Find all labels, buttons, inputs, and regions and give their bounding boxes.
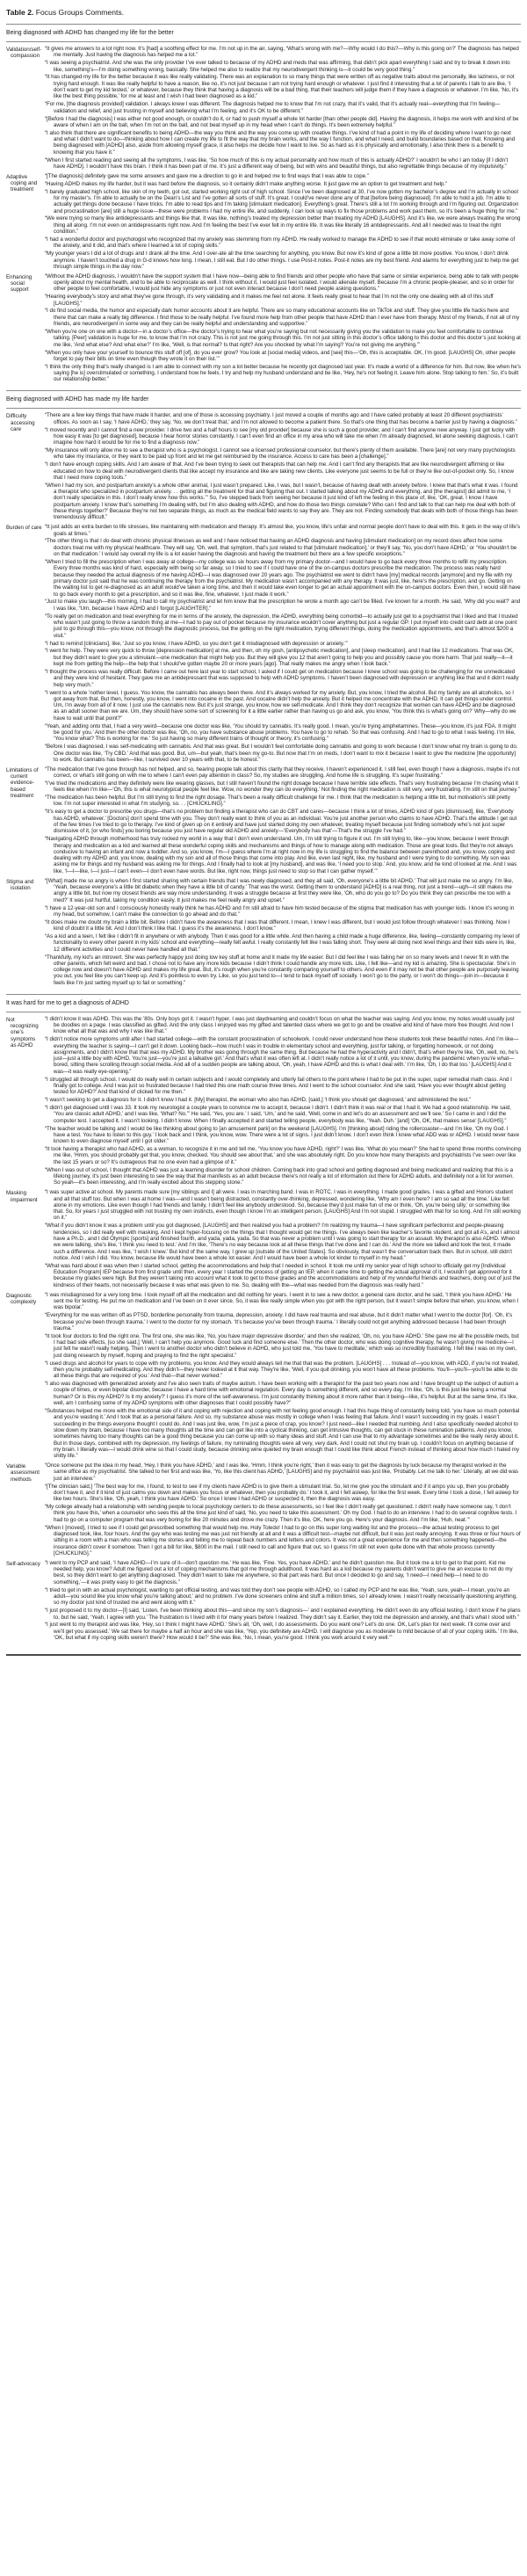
quote: “What if you didn’t know it was a problem until you got diagnosed, [LAUGHS] and then realized you had a problem? I’m realizing my trauma—I have significant perfectionist and people-pleasing tendencies, so I did really well with masking. And I kept hyper-focusing on the things that I thought would get me things. I’ve always been like teacher’s favorite student, and got all A’s, and I almost have a Ph.D., and I did Olympic [sports] and finished fourth, and yada, yada, yada. So that was never a problem until I was going to start therapy for an assault. My therapist is also ADHD. When we were talking, she’s like, ‘I think you need to test.’ And I’m like, ‘There’s no way because look at all these things that I’ve done and I can do.’ And the more we talked and took the test, it made such a difference. And I was like, ‘I wish I knew.’ But kind of the same way, I grew up [outside of the United States]. So obviously, that wasn’t the conversation back then. But in school, still didn’t notice. And I wish I did. You know, because life would have been a whole lot easier. And I would have been a whole lot kinder to myself in my head.” <box>45 1223 520 1261</box>
theme-label <box>6 1189 45 1203</box>
quote: “My college already had a relationship with sending people to local psychology centers to do these assessments, so I feel like I didn’t really get questioned. I didn’t really have someone say, ‘I don’t think you have this,’ when a counselor who sees this all the time just kind of said, ‘No, you need to take this assessment.’ Oh my God. I had to do an interview. I had to do several cognitive tests. I had to go on a computer program that was very boring for like 20 minutes and drove me crazy. Then it’s like, OK, here you go. Here’s your diagnosis. And I’m like, ‘Huh, neat.’” <box>45 1504 517 1523</box>
quote-list <box>45 1462 521 1558</box>
quote: “It does make me doubt my brain a little bit. Before I didn’t have the awareness that I was that different. I mean, I knew I was different, but I would just follow through whatever I was thinking. Now I kind of doubt it a little bit. And I don’t think I like that. I guess it’s the awareness. I don’t know.” <box>45 918 510 932</box>
theme-label <box>6 173 45 193</box>
quote: “It just adds an extra burden to life stresses, like maintaining with medication and therapy. It’s almost like, you know, life’s unfair and normal people don’t have to deal with this. It gets in the way of life’s goals at times.” <box>45 524 521 537</box>
quote: “I don’t have enough coping skills. And I am aware of that. And I’ve been trying to seek out therapists that can help me. And I can’t find any therapists that are like neurodivergent affirming or like educated on how to deal with neurodivergent clients that like accept my insurance and like are taking new clients. Like everyone just seems to be full or they’re like out-of-pocket only. So, I know that I need more coping tools.” <box>45 461 514 481</box>
quote-list <box>45 766 521 876</box>
quote-list <box>45 878 521 988</box>
quote: “Yeah, and adding onto that, I had a very weird—because one doctor was like, ‘You should try cannabis. It’s really good. I mean, you’re trying amphetamines. These—you know, it’s just FDA. It might be good for you.’ And then the other doctor was like, ‘Oh, no, you have substance abuse problems. You have to go to rehab.’ So that was confusing. And I had to go to what I was feeling. I’m like, ‘You know what? This is working for me.’ So just having so many different trains of thought or theory, it’s confusing.” <box>45 722 516 743</box>
quote: “When you only have your yourself to bounce this stuff off [of], do you ever grow? You look at [social media] videos, and [see] this—‘Oh, this is acceptable. OK, I’m good. [LAUGHS] Oh, other people forget to pay their bills on time even though they wrote it on their list.’” <box>45 349 516 362</box>
quote: “Having ADHD makes my life harder, but it was hard before the diagnosis, so it certainly didn’t make anything worse. It just gave me an option to get treatment and help.” <box>45 180 448 187</box>
quote: “I didn’t notice more symptoms until after I had started college—with the constant procrastination of schoolwork. I could never understand how these students took these beautiful notes. And I’m like—everything the teacher is saying—I can’t get it down. Looking back—how much I was in trouble in elementary school and everything, just for talking, or forgetting homework, or not doing assignments, and I didn’t know that that was my ADHD. My brother was going through the same thing. But because he had the hyperactivity and I didn’t, that’s when they’re like, ‘Oh, well, no, he’s just—just a little boy with ADHD. You’re just—you’re just a talkative girl.’ And that’s what it was often left at. I didn’t really notice a lot of it until, you know, during the pandemic when you’re what—bored, sitting there scrolling through social media. And all of a sudden people are talking about, ‘Oh, yeah, I have ADHD and this is what I deal with.’ I’m like, ‘Oh, I do that too.’ [LAUGHS] And it was—it was really eye-opening.” <box>45 1036 519 1075</box>
theme-label-text: Limitations of current evidence-based treatment <box>6 766 39 799</box>
quote: “When you’re one on one with a doctor—in a doctor’s office—the doctor’s trying to hear what you’re saying but not necessarily giving you the validation to make you feel comfortable to continue talking. [Peer] validation is huge for me, to know that I’m not crazy. This is not just me going through this. I’m not just sitting in this doctor’s office talking to this doctor and this doctor’s just looking at me like, ‘And what else? And what else?’ I’m like, ‘Well, is that normal? Is that right? Are you shocked by what I’m saying? You’re not giving me anything.’” <box>45 329 521 348</box>
quote: “I have a 12-year-old son and I consciously honestly really think he has ADHD and I’m still afraid to have him tested because of the stigma that medication has with younger kids. I know it’s wrong in my head, but somehow, I can’t make the connection to go ahead and do that.” <box>45 904 515 918</box>
theme-label-text: Stigma and isolation <box>6 878 34 891</box>
section-body <box>6 409 521 993</box>
theme-label-text: Self-advocacy <box>6 1560 40 1567</box>
theme-label-text: Not recognizing one’s symptoms as ADHD <box>6 1016 39 1049</box>
quote: “[What] made me so angry is when I first started sharing with certain friends that I was newly diagnosed, and they all said, ‘Oh, everyone’s a little bit ADHD.’ That will just make me so angry. I’m like, ‘Yeah, because everyone’s a little bit diabetic when they have a little bit of candy.’ That was the worst. Getting them to understand [ADHD] is a real thing, not just a trend—ugh—it still makes me angry a little bit, but now my closest friends are way more understanding. It was a struggle because at first they were like, ‘Oh, who do you go to? Do you think they can prescribe me too with a med?’ It was just hurtful, taking my condition easily. It just makes me feel really angry and upset.” <box>45 877 514 903</box>
quote: “Hearing everybody’s story and what they’ve gone through, it’s very validating and it makes me feel not alone. It feels really great to hear that I’m not the only one dealing with all of this stuff [LAUGHS].” <box>45 294 494 307</box>
quote: “What was hard about it was when then I started school, getting the accommodations and help that I needed in school. It took me until my senior year of high school to officially get my [Individual Education Program] IEP because from first grade until then, every year I started the process of getting an IEP, when it came time to getting the actual approval of it, I wouldn’t get approved for it because my grades were high. But they weren’t taking into account what it took to get to those grades and the accommodations and help of my wonderful friends and teachers, doing out of just the kindness of their hearts, not necessarily because it was what was given to me. So, dealing with the—what was needed from the diagnosis was really hard.” <box>45 1262 521 1288</box>
quote: “I struggled all through school. I would do really well in certain subjects and I would completely and utterly fail others to the point where I had to be put in the super, super remedial math class. And I finally got to college. And I was just so frustrated because I had tried this one math course three times. And I went to the school counselor. And she said, ‘Have you ever thought about getting tested for ADHD?’ And that kind of clicked for me then.” <box>45 1076 512 1096</box>
quote: “I also was diagnosed with generalized anxiety and I’ve also seen traits of maybe autism. I have been working with a therapist for the past two years now and I have brought up the subject of autism a couple of times, or even bipolar disorder, because I have a hard time with emotional regulation. Every day is something different, and so every day, I’m like, ‘Oh, is this just like being a normal human? Or is this my ADHD? Is it my anxiety?’ I guess it’s more of the self-awareness. I’m just constantly thinking about it more rather than it being—like, it’s helpful. But at the same time, it’s like, well, am I confusing some of my ADHD symptoms with other diagnoses that I could possibly have?” <box>45 1381 519 1407</box>
quote: “I was misdiagnosed for a very long time. I took myself off all the medication and did nothing for years. I went in to see a new doctor, a general care doctor, and he said, ‘I think you have ADHD.’ He sent me for testing. He put me on medication and I’ve been on it ever since. So, it was like really simple when you got with the right person, but it wasn’t simple before that when, you know, when I was bipolar.” <box>45 1291 519 1311</box>
theme-row <box>6 273 521 385</box>
quote: “I didn’t get diagnosed until I was 33. It took my neurologist a couple years to convince me to accept it, because I didn’t. I didn’t think it was real or that I had it. We had a good relationship. He said, ‘You are classic adult ADHD,’ and I was like, ‘What? No.’” He said, ‘Yes, you are.’ I said, ‘Um,’ and he said, ‘Well, come in and let’s do an assessment and we’ll see.’ So I came in and I did the computer test. I accepted it. I wasn’t looking. I didn’t know. When I finally accepted it and started telling people, everybody was like, ‘Yeah. Duh.’ [and] ‘Oh, OK, that makes sense’ [LAUGHS].” <box>45 1105 511 1124</box>
quote: “Without the ADHD diagnosis, I wouldn’t have the support system that I have now—being able to find friends and other people who have that same or similar experience, being able to talk with people openly about my mental health, and to be able to reciprocate as well. I think without it, I would just feel isolated. I would alienate myself. Because I’m a chronic people-pleaser, and so in order for other people to feel comfortable, I would just hide any symptoms or just not even interact because I don’t need people asking questions.” <box>45 272 519 293</box>
quote: “When I was out of school, I thought that ADHD was just a learning disorder for school children. Coming back into grad school and getting diagnosed and being medicated and realizing that this is a lifelong journey, it’s just been interesting to see the way that that manifests as an adult because there’s not really a lot of information out there for ADHD adults, and definitely not a lot for women. So yeah—it’s been interesting, and I’m really excited about this stepping stone.” <box>45 1166 514 1186</box>
quote-list <box>45 1560 521 1643</box>
quote: “The medication that I’ve gone through has not helped, and so, hearing people talk about this clarity that they receive, I haven’t experienced it. I still feel, even though I have a diagnosis, maybe it’s not correct, or what’s still going on with me to where I can’t even pay attention in class? So, my studies are struggling. And home life is struggling. It’s super frustrating.” <box>45 766 520 780</box>
theme-label-text: Variable assessment methods <box>6 1463 40 1483</box>
section-header: It was hard for me to get a diagnosis of ADHD <box>6 999 129 1006</box>
theme-label-text: Adaptive coping and treatment <box>6 173 38 193</box>
section-header: Being diagnosed with ADHD has made my life harder <box>6 396 149 403</box>
quote: “It has changed my life for the better because it was like really validating. There was an explanation to so many things that were written off as negative traits about me personally, like laziness, or not trying hard enough. It was like really helpful to have a reason, like no, it’s not just because I am not trying hard enough or whatever. I just find it interesting that a lot of parents I talk to are like, ‘I don’t want to get my kid tested,’ or whatever, because they think that having a diagnosis will be a bad thing, that their teachers will judge them if they have a diagnosis or whatever. I’m like, ‘No, it’s like the best thing possible,’ for me at least and I wish I had been diagnosed as a kid.” <box>45 74 519 100</box>
theme-label-text: Diagnostic complexity <box>6 1292 37 1305</box>
quote: “There are a few key things that have made it harder, and one of those is accessing psychiatry. I just moved a couple of months ago and I have called probably at least 20 different psychiatrists’ offices. As soon as I say, ‘I have ADHD,’ they say, ‘No, we don’t treat that,’ and I’m not allowed to become a patient there. So that’s one thing that has become a barrier just by having a diagnosis.” <box>45 412 517 425</box>
quote: “I went to my PCP and said, ‘I have ADHD—I’m sure of it—don’t question me.’ He was like, ‘Fine. Yes, you have ADHD,’ and he didn’t question me. But it took me a lot to get to that point. Kid me needed help, you know? Adult me figured out a lot of coping mechanisms that got me through adulthood. It was hard as a kid because my parents didn’t want to give me an excuse to not do my best, so they didn’t want to get anything diagnosed. They didn’t want to take me anywhere, so that part was hard. But once I decided to go and say, ‘I need—I need help—I need to do something,’—it was pretty easy to get the diagnosis.” <box>45 1559 513 1586</box>
theme-label <box>6 878 45 892</box>
quote: “Before I was diagnosed, I was self-medicating with cannabis. And that was great. But I wouldn’t feel comfortable doing cannabis and going to work because I don’t know what my brain is going to do. One doctor was like, ‘Try CBD.’ And that was good. But, um—but yeah, that’s been my go-to. But now that I’m on meds, I don’t want to mix it because I want to give the medicine [the opportunity] to work. But cannabis has been—like, I survived over 10 years with that, to be honest.” <box>45 744 518 763</box>
theme-label <box>6 273 45 294</box>
theme-label-text: Masking impairment <box>6 1190 38 1203</box>
quote: “I do find social media, the humor and especially dark humor accounts about it are helpful. There are so many educational accounts like on TikTok and stuff. They give you little life hacks here and there that can make a really big difference. I find those to be really helpful. I’ve found more help from other people that have ADHD than I ever have from therapy. Most of my friends, if not all of my friends, are neurodivergent in some way and they can be really helpful and understanding and supportive.” <box>45 308 520 328</box>
table-caption: Focus Groups Comments. <box>35 8 125 17</box>
quote: “My younger years I did a lot of drugs and I drank all the time. And I over-ate all the time searching for anything, you know. But now it’s kind of gone a little bit more positive. You know, I don’t drink anymore. I haven’t touched a drug in G-d knows how long. I mean, I still eat. But I do other things. I use Post-it notes. Post-it notes are my best friend. And alarms for everything just to help me get through simple things in the day now.” <box>45 250 519 270</box>
theme-label <box>6 1462 45 1483</box>
quote: “Navigating ADHD through motherhood has truly rocked my world in a way that I don’t even understand. Um, I’m still trying to figure it out. I’m still trying to, like—you know, because I went through therapy and medication as a kid and learned all these wonderful coping skills and mechanisms and things of how to manage along with medication. Those are great tools. But they’re not always conducive to having an infant and now a toddler. And so, you know, I’m—I guess where I’m at right now in my life is struggling to find the balance between parenthood and, you know, coping and dealing with my ADHD and, you know, dealing with my son and all of those things that come into play. And like, even last night, like, my husband and I were trying to do something. My son was asking me for things and my husband was asking me for things. And I finally had to look at [my husband], and was like, ‘I need you to stop.’ And, you know, and he kind of looked at me. And I was like, ‘I—I—like, I—I just—I can’t even—I don’t even have words. But like, right now, things just need to stop so that I can gather myself.’” <box>45 836 517 874</box>
quote: “It took having a therapist who had ADHD, as a woman, to recognize it in me and tell me, ‘You know you have ADHD, right?’ I was like, ‘What do you mean?’ She had to spend three months convincing me like, ‘Hmm, you should probably get that, you know, checked. You should see about that,’ and she was absolutely right. Do you know how many therapists and psychiatrists I’ve seen over like the last 15 years or so? It’s outrageous that no one even had a glimpse of it.” <box>45 1146 521 1165</box>
quote: “We were trying so many like antidepressants and things like that. It was like, nothing’s treated my depression better than treating my ADHD [LAUGHS]. And it’s like, we were always treating the wrong thing all along. I’m not even on antidepressants right now. And I’m feeling the best I’ve ever felt in my entire life. It was like literally 16 antidepressants. And all I needed was to treat the right condition.” <box>45 215 521 236</box>
quote-list <box>45 46 521 171</box>
bottom-rule <box>6 1654 521 1656</box>
theme-label <box>6 46 45 60</box>
quote: “I went to a whole ’nother level, I guess. You know, the cannabis has always been there. And it’s always worked for my anxiety. But, you know, I tried the alcohol. But my family are all alcoholics, so I got away from that. But then, honestly, you know, I went into cocaine in the past. And cocaine didn’t help the anxiety. But it helped me concentrate with the ADHD. It can get things under control. Um, I’m away from all of it now. I just use the cannabis now. But it’s just strange, you know, how we self-medicate. And I think they don’t recognize that women can have ADHD and be diagnosed as an adult sooner than we are. Um, they should have some sort of screening for it a little earlier rather than having us go and ask, you know, ‘You think this is what’s going on?’ Why—why do we have to wait until that point?” <box>45 689 516 722</box>
quote: “I was super active at school. My parents made sure [my siblings and I] all were. I was in marching band. I was in ROTC. I was in everything. I made good grades. I was a gifted and Honors student and all that stuff too. But when I was at home I was—and I wasn’t being distracted, constantly over-thinking, depressed, wondering like, ‘Why am I even here? I am so sad all the time.’ Like felt alone in my emotions. Like even though I had friends and family, I didn’t feel like anybody understood. So, because they’d just make fun of me or think, ‘Oh, you’re being silly,’ or something like that. So, for years I just struggled with not trusting my own instincts, even though I know I’m an intelligent person. [LAUGHS] And I’m not stupid. I struggled with that for so long. And I’m still working on it.” <box>45 1189 521 1222</box>
quote: “The medication has been helpful. But I’m still trying to find the right dosage. That’s been a really difficult challenge for me. I think that the medication is helping a little bit, but motivation’s still pretty low. I’m not super interested in what I’m studying, so. . . [CHUCKLING].” <box>45 795 510 808</box>
theme-label-text: Enhancing social support <box>6 273 32 294</box>
quote: “I had a wonderful doctor and psychologist who recognized that my anxiety was stemming from my ADHD. He really worked to manage the ADHD to see if that would eliminate or take away some of the anxiety, and it did, and that’s where I learned a lot of coping skills.” <box>45 236 516 250</box>
theme-label <box>6 1560 45 1567</box>
quote: “[Before I had the diagnosis] I was either not good enough, or couldn’t do it, or had to push myself a whole lot harder [than other people did]. Having the diagnosis, it helps me work with and kind of be aware of when I am on the ball, when I’m not on the ball, and not beat myself up in my head when I can’t do things. It’s been extremely helpful.” <box>45 115 519 128</box>
table-number-label: Table 2. <box>6 8 34 17</box>
quote: “I think the only thing that’s really changed is I am able to connect with my son a lot better because he recently got diagnosed last year. It’s made a world of a difference for him. But now, like when he’s saying [he is] overstimulated or something, I understand how he feels. I try and help my husband understand and be like, ‘Hey, he’s not feeling it. Leave him alone. Stop talking to him.’ So, it’s built our relationship better.” <box>45 363 521 383</box>
quote-list <box>45 1016 521 1188</box>
quote-list <box>45 524 521 764</box>
theme-label-text: Burden of care <box>6 525 42 532</box>
quote: “It’s easy to get a doctor to prescribe you drugs—that’s no problem but finding a therapist who can do CBT and cares—because I think a lot of times, ADHD kind of gets [dismissed], like, ‘Everybody has ADHD, whatever.’ [Doctors] don’t spend time with you. They don’t really want to think of you as an individual. You’re just another person who claims to have ADHD. That’s the attitude I get out of the few times I’ve tried to go to therapy. I’ve kind of given up on it entirely and have just started doing my own whatever, treating myself because just finding somebody who’s not just super dismissive of it, [or who finds] you boring because you just have regular old ADHD and anxiety—‘Everybody has that’—That’s the struggle I’ve had.” <box>45 809 517 835</box>
theme-label-text: Difficulty accessing care <box>6 413 35 432</box>
theme-row <box>6 412 521 522</box>
quote: “When I first started reading and seeing all the symptoms, I was like, ‘So how much of this is my actual personality and how much of this is actually ADHD?’ I wouldn’t be who I am today [if I didn’t have ADHD]. I wouldn’t have this brain. I think it has been part of me. It’s just a different way of being, but with wins and beautiful things, but also regrettable things because of my impulsivity.” <box>45 156 509 170</box>
quote: “I thought the process was really difficult. Before I came out here last year to start school, I asked if I could get on medication because I knew school was going to be challenging for me unmedicated and they were kind of hesitant. They gave me an antidepressant that was supposed to help with ADHD symptoms. I haven’t been diagnosed with depression or anything like that and it didn’t really help very much.” <box>45 668 519 688</box>
quote: “I went for help. They were very quick to throw [depression medication] at me, and then, oh my gosh, [antipsychotic medication], and [sleep medication], and I had like 12 medications. That was OK, but they didn’t want to give you a stimulant—one medication that might help you. But they will give you 12 that aren’t going to help you and possibly cause you more harm. That just really—it—it kept me from getting the help—the help that I should’ve gotten maybe 20 or more years [ago]. That really makes me angry when I look back.” <box>45 648 514 668</box>
quote-list <box>45 173 521 272</box>
quote: “When I tried to fill the prescription when I was away at college—my college was six hours away from my primary doctor—and I would have to go back every three months to refill my prescription. Every three months was kind of hard, especially with being so far away, so I tried to see if I could have one of the on-campus doctors prescribe the medication. The process was really hard because they needed the actual diagnosis of me having ADHD—I was diagnosed over 20 years ago. The psychiatrist we went to didn’t have [my] medical records [anymore] and my file with my primary doctor just said that he was continuing the therapy from the psychiatrist. My medication wasn’t accompanied with any therapy. It was just, like, here’s the prescription, and go. Getting on the waiting list to get re-diagnosed as an adult would’ve taken a long time, and then it would take even longer to get an actual appointment with the on-campus doctors. Even then, I would still have to go back every month to get a prescription, and so it was like, fine, whatever, I just made it work.” <box>45 559 521 598</box>
theme-row <box>6 878 521 988</box>
theme-label <box>6 412 45 432</box>
quote: “I used drugs and alcohol for years to cope with my problems, you know. And they would always tell me that that was the problem. [LAUGHS] . . . Instead of—you know, with ADD, if you’re not treated, then you’re probably self-medicating. And they didn’t—they never looked at it that way. They’re like, ‘Well, if you quit drinking, you won’t have all these problems. You’ll—you’ll—you’ll be able to do all these things that are required of you.’ And that—that never worked.” <box>45 1360 520 1380</box>
quote: “Once someone put the idea in my head, ‘Hey, I think you have ADHD,’ and I was like, ‘Hmm, I think you’re right,’ then it was easy to get the diagnosis by luck because my therapist worked in the same office as my psychiatrist. She talked to her first and was like, ‘Yo, like this client has ADHD,’ [LAUGHS] and my psychiatrist was just like, ‘Probably. Let me talk to her.’ Literally, all we did was just an interview.” <box>45 1462 518 1482</box>
quote: “[The clinician said,] ‘The best way for me, I found, to test to see if my clients have ADHD is to give them a stimulant trial. So, let me give you the stimulant and if it amps you up, then you probably don’t have it, and if it kind of just calms you down and makes you focus or whatever, then you probably do.’ I took it, and I fell asleep, for like the first week. Every time I took a dose, I fell asleep for like two hours. She’s like, ‘Oh, yeah, I think you have ADHD.’ So once I knew I had ADHD or suspected it, then the diagnosis was easy. <box>45 1483 519 1503</box>
theme-row <box>6 46 521 171</box>
theme-row <box>6 1560 521 1643</box>
quote: “The teacher would be talking and I would be like thinking about going to [an amusement park] on the weekend [LAUGHS]. I’m [thinking about] riding the rollercoaster—and I’m like, ‘Oh my God. I have a test. You have to listen to this guy.’ I look back and I think, you know, wow. There were a lot of signs. I just didn’t know. I don’t even think I knew what ADD was or ADHD. I would never have known to even diagnose myself until I got older.” <box>45 1125 520 1145</box>
section-header: Being diagnosed with ADHD has changed my life for the better <box>6 30 174 36</box>
quote: “It gives me answers to a lot right now. It’s [had] a soothing effect for me. I’m not up in the air, saying, ‘What’s wrong with me?—Why would I do this?—Why is this going on?’ The diagnosis has helped me mentally. Just having the diagnosis has helped me a lot.” <box>45 46 519 59</box>
quote-list <box>45 273 521 385</box>
quote: “As a kid and a teen, I felt like I didn’t fit in anywhere or with anybody. Then it was good for a little while. And then having a child made a huge difference, like, feeling—constantly comparing my level of functionality to every other parent in my kids’ school and everything—really felt awful. I really constantly felt like I was falling short. They were all doing next level things and their kids were in, like, 12 different activities and I could never have handled all that.” <box>45 932 520 953</box>
quote: “I’ve tried the medications and they definitely were like wearing glasses, but I still haven’t found the right dosage because I have terrible side effects. That’s very frustrating because I’m chasing what it feels like when I’m like—‘Oh, this is what neurotypical people feel like. Wow, no wonder they can do everything.’ Not finding the right medication is still very, very frustrating. I’m still on that journey.” <box>45 780 520 794</box>
quote: “I just proposed it to my doctor—[I] said, ‘Listen. I’ve been thinking about this—and since my son’s diagnosis—’ and I explained everything. He didn’t even do any official testing. I don’t know if he plans to, but he said, ‘Yeah, I agree with you.’ The frustration is I lived with it for many years before I realized. They didn’t say it. Earlier, they told me depression and anxiety, and that’s what I stood with.” <box>45 1607 521 1621</box>
theme-label <box>6 766 45 800</box>
theme-label <box>6 1016 45 1049</box>
quote: “I didn’t know it was ADHD. This was the ’80s. Only boys got it. I wasn’t hyper. I was just daydreaming and couldn’t focus on what the teacher was saying. And you know, my notes would usually just be doodles on a page. I was classified as gifted. And the only class I enjoyed was my gifted and talented class where we got to go and be creative and kind of have more free thought. And now I know what all that was and why I was like that.” <box>45 1015 515 1035</box>
quote: “I was seeing a psychiatrist. And she was the only provider I’ve ever talked to because of my ADHD and meds that was affirming, that didn’t pick apart everything I said and try to break it down into like, something’s—I’m doing something wrong, basically. She helped me also to realize that my neurodivergent thinking is—it could be very good thing.” <box>45 60 510 73</box>
quote: “I just went to my therapist and was like, ‘Hey, so I think I might have ADHD.’ She’s all, ‘Oh, well, I do assessments. Do you want one? Let’s do one. OK, Let’s plan for next week. I’ll come over and we’ll get you assessed.’ We sat there for maybe a half an hour and she was like, ‘Yep, you definitely are ADHD. I will diagnose you as moderate to mild because of all of your coping skills.’ I’m like, ‘OK, but what if my coping skills weren’t there? How would it be?’ She was like, ‘No, I mean, you’re good. I think you work around it very well.’” <box>45 1622 519 1642</box>
theme-row <box>6 1462 521 1558</box>
quote: “Substances helped me more with the emotional side of it and coping with rejection and coping with not feeling good enough. I had this huge thing of constantly being told, ‘you have so much potential and you’re wasting it.’ And I took that as a personal failure. And so, my substance abuse was mostly in college when I was feeling that failure. And I wasn’t succeeding in my goals. I wasn’t succeeding in the things everyone thought I could do. And I was just like, wow, I’m just a piece of crap, you know? I just need—like I needed that numbing. And I also specifically needed alcohol to slow down my brain, because I have too many thoughts all the time and can get like into a cyclical thinking, can get intrusive thoughts, can get stuck in these rumination patterns. And you know, sometimes having too many thoughts can be a good thing because you can come up with so many ideas and stuff. And I can use that to my advantage sometimes and be like really nerdy about it. But in those days, combined with my depression, my feelings of failure, my ruminating thoughts were all very, very dark. And I could not shut my brain up. I couldn’t focus on anything because of my brain. I literally was—I would drink wine so that I could study, because drinking wine quieted my brain enough that I could like think about French instead of thinking about how much I hated my shitty life.” <box>45 1407 520 1460</box>
quote: “When I had my son, and postpartum anxiety’s a whole other animal, I just wasn’t prepared. Like, I was, but I wasn’t, because of having dealt with anxiety before. I knew that that’s what it was. I found a therapist who specialized in postpartum anxiety. . . getting all the treatment for that and figuring that out. I started talking about my ADHD and everything, and [the therapist] did admit to me, ‘I don’t really specialize in this. I don’t really know how this works.’” So, I’ve stepped back from seeing her because it just kind of left me feeling in this place of, like, ‘OK, great. I know I have postpartum anxiety. I know that’s something I’m dealing with, but I’m also dealing with ADHD, and how do those two things correlate? Who can I find and talk to that can help me deal with both of these things together?’ Because they’re not two separate things, as much as the medical field wants to say they are. They are not. Finding somebody that deals with both of those things has been tremendously difficult.” <box>45 482 518 521</box>
theme-label <box>6 524 45 531</box>
quote: “I also think that there are significant benefits to being ADHD—the way you think and the way you come up with creative things. I’ve kind of had a point in my life of deciding where I want to go next and what I didn’t want to do—thinking about how I can create my life to fit the way that my brain works, and the way I function, and what I need, and build boundaries based on that. Knowing and being diagnosed with [ADHD] also, aside from allowing myself grace, it also helps me decide how I want to live. So as hard as it is physically and emotionally, I also think there is a benefit to knowing that you have it.” <box>45 129 516 156</box>
theme-label-text: Validation/self-compassion <box>6 47 42 60</box>
theme-row <box>6 1016 521 1188</box>
quote: “Just to make you laugh—this morning, I had to call my psychiatrist and let him know that the prescription he wrote a month ago can’t be filled. I’ve known for a month. He said, ‘Why did you wait?’ and I was like, “Um, because I have ADHD and I forgot [LAUGHTER].” <box>45 599 521 612</box>
quote-list <box>45 1189 521 1289</box>
theme-row <box>6 1189 521 1289</box>
section-body <box>6 42 521 390</box>
quote: “Thankfully, my kid’s an introvert. She was perfectly happy just doing low key stuff at home and it made my life easier. But I did feel like I was failing her on so many levels and I never fit in with the other parents, which felt weird and bad. I chose not to have any more kids because I didn’t think I could handle any more kids. Like, I felt like—and my kid is amazing. She is spectacular. She’s in college now and doesn’t have ADHD and makes my life great. But, it’s rough when you’re constantly comparing yourself to others. And even if it may not be that other people are purposely leaving you out, you feel like you can’t keep up. And it’s pointless to even try. Like, so you just tend to—I tend to back myself off socially. I won’t go to the party, or I won’t do things—join in—because it feels like I’m just setting myself up to fail or something.” <box>45 954 519 986</box>
section-body <box>6 1012 521 1649</box>
quote: “Everything for me was written off as PTSD, borderline personality from trauma, depression, anxiety. I did have real trauma and real abuse, but it didn’t matter what I went to the doctor [for]. ‘Oh, it’s because you’ve been through trauma.’ I went to the doctor for my stomach. ‘It’s because you’ve been through trauma.’ I literally could not get anything addressed because I had been through trauma.” <box>45 1312 513 1332</box>
theme-label <box>6 1292 45 1306</box>
quote: “I had to remind [clinicians], like, ‘Just so you know, I have ADHD, so you don’t get it misdiagnosed with depression or anxiety.’” <box>45 640 348 647</box>
quote: “I tried to get in with an actual psychologist, wanting to get official testing, and was told they don’t see people with ADHD, so I called my PCP and he was like, ‘Yeah, sure, yeah—I mean, you’re an adult—you sound like you know what you’re talking about,’ and no problem. I’ve done screeners online and stuff a million times, so I already knew. I wasn’t really necessarily questioning anything, so my doctor just kind of trusted me and went along with it.” <box>45 1586 517 1607</box>
quote: “When I [moved], I tried to see if I could get prescribed something that would help me. Holy Toledo! I had to go on this super long waiting list and the process—the actual testing process to get diagnosed took, like, four hours. And the guy who was testing me was just not friendly at all and it was a difficult test—maybe not difficult, but it was just really annoying. It was three or four hours of sitting in a room with a man who was telling me stories and telling me to repeat back numbers and letters and colors. It was not a great experience for me and then something happened—the insurance didn’t cover it somehow. Then I got a bill for like, $800 in the mail. I still need to call and figure that out, so I guess I’m still not even quite done with that whole process currently [CHUCKLING].” <box>45 1524 521 1556</box>
quote: “It took four doctors to find the right one. The first one, she was like, ‘No, you have major depressive disorder,’ and then she realized, ‘Oh, no, you have ADHD.’ She gave me all the possible meds, but I had bad side effects, [so she said,] ‘Well, I can’t help you anymore. Good luck and find someone else.’ Then the other doctor, who was doing cognitive therapy, he wasn’t giving me medicine—I just felt he wasn’t really helping. Then I went to another doctor who didn’t believe in ADHD, who just told me, ‘You have to meditate,’ which was so incredibly frustrating. I felt like I was on my own, just doing research by myself, hoping and praying to find the right specialist.” <box>45 1332 519 1359</box>
theme-row <box>6 173 521 272</box>
theme-row <box>6 524 521 764</box>
table-body <box>6 25 521 1656</box>
quote-list <box>45 412 521 522</box>
quote: “[The diagnosis] definitely gave me some answers and gave me a direction to go in and helped me to find ways that I was able to cope.” <box>45 172 369 179</box>
quote: “My insurance will only allow me to see a therapist who is a psychologist. I cannot see a licensed professional counselor, but there’s plenty of them available. There [are] not very many psychologists who take my insurance, or they want to be paid up front and let me get reimbursed by the insurance. Access to care has been a [challenge].” <box>45 447 516 461</box>
theme-row <box>6 766 521 876</box>
quote: “The other thing is that I do deal with chronic physical illnesses as well and I have noticed that having an ADHD diagnosis and having [stimulant medication] on my record does affect how some doctors treat me with my physical healthcare. They will say, ‘Oh, well, that symptom, that’s just related to that [stimulant medication],’ or they’ll say, ‘No, you don’t have ADHD,’ or ‘You shouldn’t be on that medication.’ I would say overall my life is a lot easier having the diagnosis and having the treatment but there are a few specific exceptions.” <box>45 538 517 558</box>
theme-row <box>6 1292 521 1461</box>
table-title <box>6 8 521 17</box>
quote: “I moved recently and I cannot find a new provider. I drive two and a half hours to see [my old provider] because she is such a good provider, and I can’t find anyone new anyway. I just got lucky with how easy it was [to get diagnosed], because I hear horror stories constantly. I can’t even find an office in my area who will take me when I’m already diagnosed, let alone seeking diagnosis. I can’t imagine how hard it would be for me to find a diagnosis now.” <box>45 426 518 446</box>
quote: “To really get on medication and treat everything for me in terms of the anxiety, the depression, the ADHD, everything being comorbid—to actually just get to a psychiatrist that I liked and that I trusted who wasn’t just going to throw a random thing at me—I had to pay out of pocket because my insurance wouldn’t cover anything but just a regular GP. I put myself into credit card debt at one point just to go through this—you know, not through the diagnostic process, but the getting on the right medication, trying different things, doing the medication appointments, and that’s almost $200 a visit.” <box>45 613 518 639</box>
quote: “I barely graduated high school, like skin of my teeth, got out, started working right out of high school. Since I’ve been diagnosed at 30, I’ve now gotten my bachelor’s degree and I’m actually in school for my master’s. I’m able to actually be on the Dean’s List and I’ve gotten all sorts of stuff. It’s great. I could’ve never done any of that [before being diagnosed]. I’m able to hold a job. I’m able to actually get things done because I have tricks. I’m able to read tips and I’m taking [stimulant medication]. Everything’s great. There’s still a lot I’m working through and I’m figuring out. Organization and procrastination [are] still a huge issue—these were problems I had my entire life, and suddenly, I can look up ways to fix those problems and work past them, so it’s been a huge thing for me.” <box>45 188 519 214</box>
quote-list <box>45 1292 521 1461</box>
quote: “For me, [the diagnosis provided] validation. I always knew I was different. The diagnosis helped me to know that I’m not crazy, that it’s valid, that it’s actually real—everything that I’m feeling—validation and relief, and just trusting in myself and believing what I’m feeling, and it’s OK to be different.” <box>45 101 501 114</box>
quote: “I wasn’t seeking to get a diagnosis for it. I didn’t know I had it. [My] therapist, the woman who also has ADHD, [said,] ‘I think you should get diagnosed,’ and administered the test.” <box>45 1097 472 1104</box>
